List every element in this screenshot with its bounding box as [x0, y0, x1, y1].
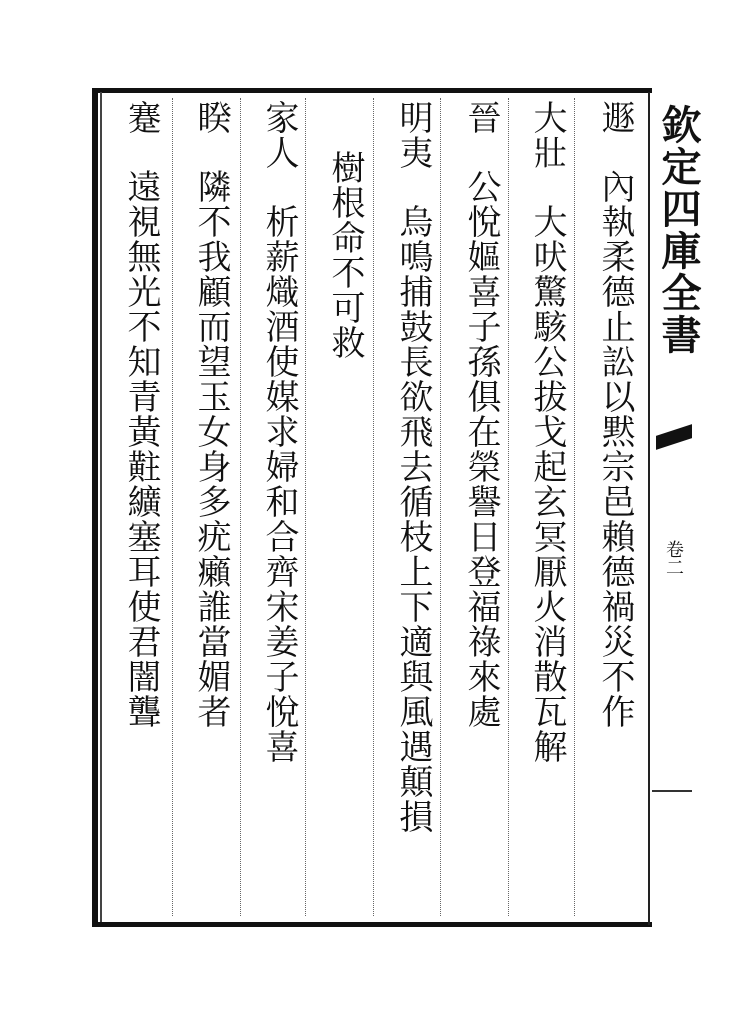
- verse-text: 樹根命不可救: [325, 150, 365, 360]
- verse-text: 遠視無光不知青黃黈纊塞耳使君闇聾: [121, 169, 161, 729]
- hexagram-heading: 睽: [191, 100, 231, 135]
- frame-left-border: [92, 88, 98, 927]
- text-column-dun: [586, 100, 644, 729]
- juan-label: 卷二: [663, 540, 684, 576]
- text-column-jiaren: [250, 100, 308, 764]
- text-column-mingyi: [384, 100, 442, 834]
- verse-text: 烏鳴捕鼓長欲飛去循枝上下適與風遇顛損: [393, 204, 433, 834]
- frame-top-border: [92, 88, 652, 93]
- verse-text: 隣不我顧而望玉女身多疣癩誰當媚者: [191, 169, 231, 729]
- verse-text: 大吠驚駭公拔戈起玄冥厭火消散瓦解: [527, 204, 567, 764]
- margin-strip: [650, 100, 700, 920]
- hexagram-heading: 家人: [259, 100, 299, 170]
- hexagram-heading: 蹇: [121, 100, 161, 135]
- column-divider: [172, 98, 174, 916]
- text-column-jian: [112, 100, 170, 729]
- text-column-dazhuang: [518, 100, 576, 764]
- text-column-jin: [452, 100, 510, 729]
- margin-tick: [652, 790, 692, 792]
- text-column-kui: [182, 100, 240, 729]
- fish-tail-mark: [656, 424, 692, 450]
- book-title: 欽定四庫全書: [655, 104, 702, 356]
- verse-text: 內執柔德止訟以黙宗邑賴德禍災不作: [595, 169, 635, 729]
- frame-bottom-border: [92, 922, 652, 927]
- hexagram-heading: 明夷: [393, 100, 433, 170]
- hexagram-heading: 遯: [595, 100, 635, 135]
- verse-text: 析薪熾酒使媒求婦和合齊宋姜子悅喜: [259, 204, 299, 764]
- verse-text: 公悅嫗喜子孫俱在榮譽日登福祿來處: [461, 169, 501, 729]
- hexagram-heading: 大壯: [527, 100, 567, 170]
- column-divider: [240, 98, 242, 916]
- frame-inner-left-border: [100, 92, 102, 922]
- text-column-continuation: [316, 150, 374, 360]
- hexagram-heading: 晉: [461, 100, 501, 135]
